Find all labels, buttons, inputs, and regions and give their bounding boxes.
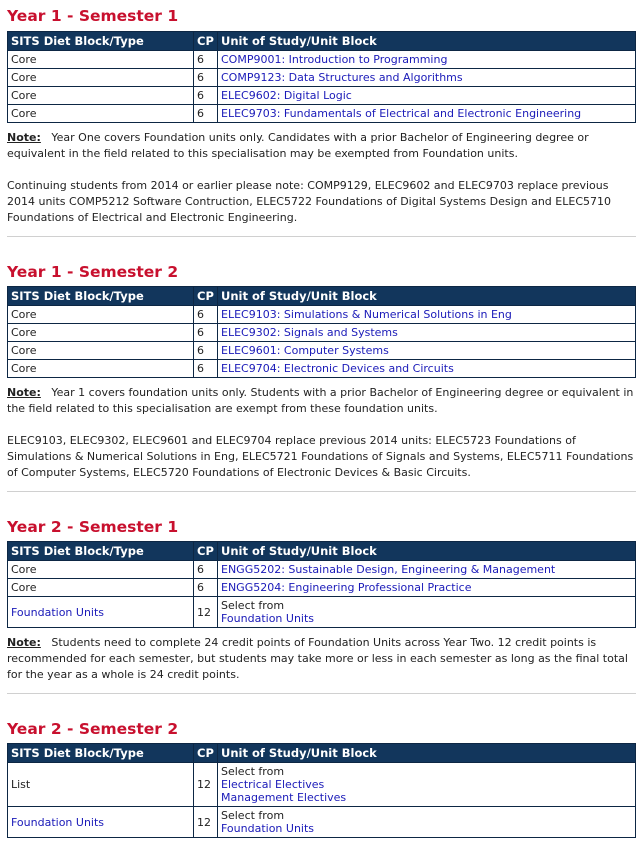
header-cp: CP	[194, 744, 218, 763]
cell-unit	[218, 597, 636, 628]
select-from-label: Select from	[221, 599, 285, 612]
cell-cp: 12	[194, 763, 218, 807]
table-header-row	[8, 32, 636, 51]
cell-type: Core	[8, 105, 194, 123]
cell-unit	[218, 324, 636, 342]
table-row	[8, 579, 636, 597]
foundation-units-link[interactable]: Foundation Units	[11, 815, 105, 829]
unit-link[interactable]: ELEC9601: Computer Systems	[221, 344, 389, 357]
cell-cp: 6	[194, 306, 218, 324]
header-unit: Unit of Study/Unit Block	[218, 744, 636, 763]
cell-cp: 6	[194, 51, 218, 69]
table-header-row	[8, 744, 636, 763]
cell-unit	[218, 51, 636, 69]
cell-type: List	[8, 763, 194, 807]
header-type: SITS Diet Block/Type	[8, 287, 194, 306]
cell-type: Core	[8, 561, 194, 579]
note-text: Year One covers Foundation units only. Candidates with a prior Bachelor of Engineering degree or equivalent in the field related to this specialisation may be exempted from Foundation units.	[7, 131, 589, 160]
cell-unit	[218, 87, 636, 105]
unit-link[interactable]: ENGG5204: Engineering Professional Practice	[221, 581, 472, 594]
foundation-units-link[interactable]: Foundation Units	[221, 612, 315, 625]
cell-unit	[218, 105, 636, 123]
cell-type: Core	[8, 87, 194, 105]
unit-link[interactable]: ELEC9703: Fundamentals of Electrical and Electronic Engineering	[221, 107, 582, 120]
note-text: Students need to complete 24 credit points of Foundation Units across Year Two. 12 credit points is recommended for each semester, but students may take more or less in each semester as long as the final total for the year as a whole is 24 credit points.	[7, 636, 628, 681]
note-paragraph	[7, 130, 636, 162]
management-electives-link[interactable]: Management Electives	[221, 791, 347, 804]
table-row	[8, 87, 636, 105]
unit-link[interactable]: COMP9123: Data Structures and Algorithms	[221, 71, 463, 84]
cell-cp: 6	[194, 105, 218, 123]
unit-link[interactable]: ELEC9302: Signals and Systems	[221, 326, 398, 339]
select-from-label: Select from	[221, 809, 285, 822]
section-title: Year 2 - Semester 1	[7, 518, 179, 536]
electrical-electives-link[interactable]: Electrical Electives	[221, 778, 325, 791]
header-cp: CP	[194, 32, 218, 51]
units-table	[7, 31, 636, 123]
table-row	[8, 105, 636, 123]
unit-link[interactable]: ENGG5202: Sustainable Design, Engineering & Management	[221, 563, 556, 576]
cell-cp: 6	[194, 87, 218, 105]
cell-type: Core	[8, 360, 194, 378]
note-paragraph	[7, 635, 636, 683]
section-y2s2	[7, 694, 636, 838]
cell-cp: 6	[194, 342, 218, 360]
cell-type	[8, 597, 194, 628]
cell-unit	[218, 306, 636, 324]
foundation-units-link[interactable]: Foundation Units	[221, 822, 315, 835]
unit-link[interactable]: COMP9001: Introduction to Programming	[221, 53, 448, 66]
unit-link[interactable]: ELEC9704: Electronic Devices and Circuits	[221, 362, 454, 375]
replacement-note: ELEC9103, ELEC9302, ELEC9601 and ELEC9704 replace previous 2014 units: ELEC5723 Foundations of Simulations & Numerical Solutions in Eng, ELEC5721 Foundations of Signals and Systems, ELEC5711 Foundations of Computer Systems, ELEC5720 Foundations of Electronic Devices & Basic Circuits.	[7, 434, 634, 479]
header-unit: Unit of Study/Unit Block	[218, 287, 636, 306]
section-y2s1	[7, 492, 636, 683]
table-row	[8, 69, 636, 87]
table-row	[8, 597, 636, 628]
cell-unit	[218, 579, 636, 597]
cell-cp: 6	[194, 69, 218, 87]
section-title: Year 1 - Semester 1	[7, 7, 179, 25]
cell-cp: 6	[194, 579, 218, 597]
header-unit: Unit of Study/Unit Block	[218, 542, 636, 561]
cell-unit	[218, 561, 636, 579]
cell-type: Core	[8, 579, 194, 597]
cell-cp: 6	[194, 324, 218, 342]
cell-unit	[218, 69, 636, 87]
continuing-note: Continuing students from 2014 or earlier please note: COMP9129, ELEC9602 and ELEC9703 replace previous 2014 units COMP5212 Software Contruction, ELEC5722 Foundations of Digital Systems Design and ELEC5710 Foundations of Electrical and Electronic Engineering.	[7, 179, 611, 224]
table-header-row	[8, 287, 636, 306]
cell-type: Core	[8, 69, 194, 87]
note-label: Note:	[7, 636, 41, 649]
unit-link[interactable]: ELEC9602: Digital Logic	[221, 89, 352, 102]
table-header-row	[8, 542, 636, 561]
units-table	[7, 541, 636, 628]
section-title: Year 1 - Semester 2	[7, 263, 179, 281]
header-unit: Unit of Study/Unit Block	[218, 32, 636, 51]
foundation-units-link[interactable]: Foundation Units	[11, 605, 105, 619]
note-paragraph	[7, 385, 636, 417]
section-y1s1	[7, 0, 636, 226]
header-type: SITS Diet Block/Type	[8, 542, 194, 561]
note-label: Note:	[7, 386, 41, 399]
table-row	[8, 360, 636, 378]
cell-unit	[218, 360, 636, 378]
table-row	[8, 561, 636, 579]
cell-type	[8, 807, 194, 838]
cell-type: Core	[8, 51, 194, 69]
cell-unit	[218, 807, 636, 838]
cell-unit	[218, 763, 636, 807]
cell-type: Core	[8, 306, 194, 324]
table-row	[8, 763, 636, 807]
section-y1s2	[7, 237, 636, 481]
select-from-label: Select from	[221, 765, 285, 778]
note-text: Year 1 covers foundation units only. Students with a prior Bachelor of Engineering degree or equivalent in the field related to this specialisation are exempt from these foundation units.	[7, 386, 634, 415]
unit-link[interactable]: ELEC9103: Simulations & Numerical Solutions in Eng	[221, 308, 512, 321]
cell-type: Core	[8, 342, 194, 360]
table-row	[8, 807, 636, 838]
header-type: SITS Diet Block/Type	[8, 744, 194, 763]
cell-cp: 6	[194, 561, 218, 579]
cell-cp: 12	[194, 807, 218, 838]
header-cp: CP	[194, 542, 218, 561]
cell-cp: 6	[194, 360, 218, 378]
note-label: Note:	[7, 131, 41, 144]
cell-unit	[218, 342, 636, 360]
cell-type: Core	[8, 324, 194, 342]
units-table	[7, 286, 636, 378]
cell-cp: 12	[194, 597, 218, 628]
header-cp: CP	[194, 287, 218, 306]
table-row	[8, 342, 636, 360]
units-table	[7, 743, 636, 838]
table-row	[8, 51, 636, 69]
table-row	[8, 306, 636, 324]
section-title: Year 2 - Semester 2	[7, 720, 179, 738]
table-row	[8, 324, 636, 342]
header-type: SITS Diet Block/Type	[8, 32, 194, 51]
